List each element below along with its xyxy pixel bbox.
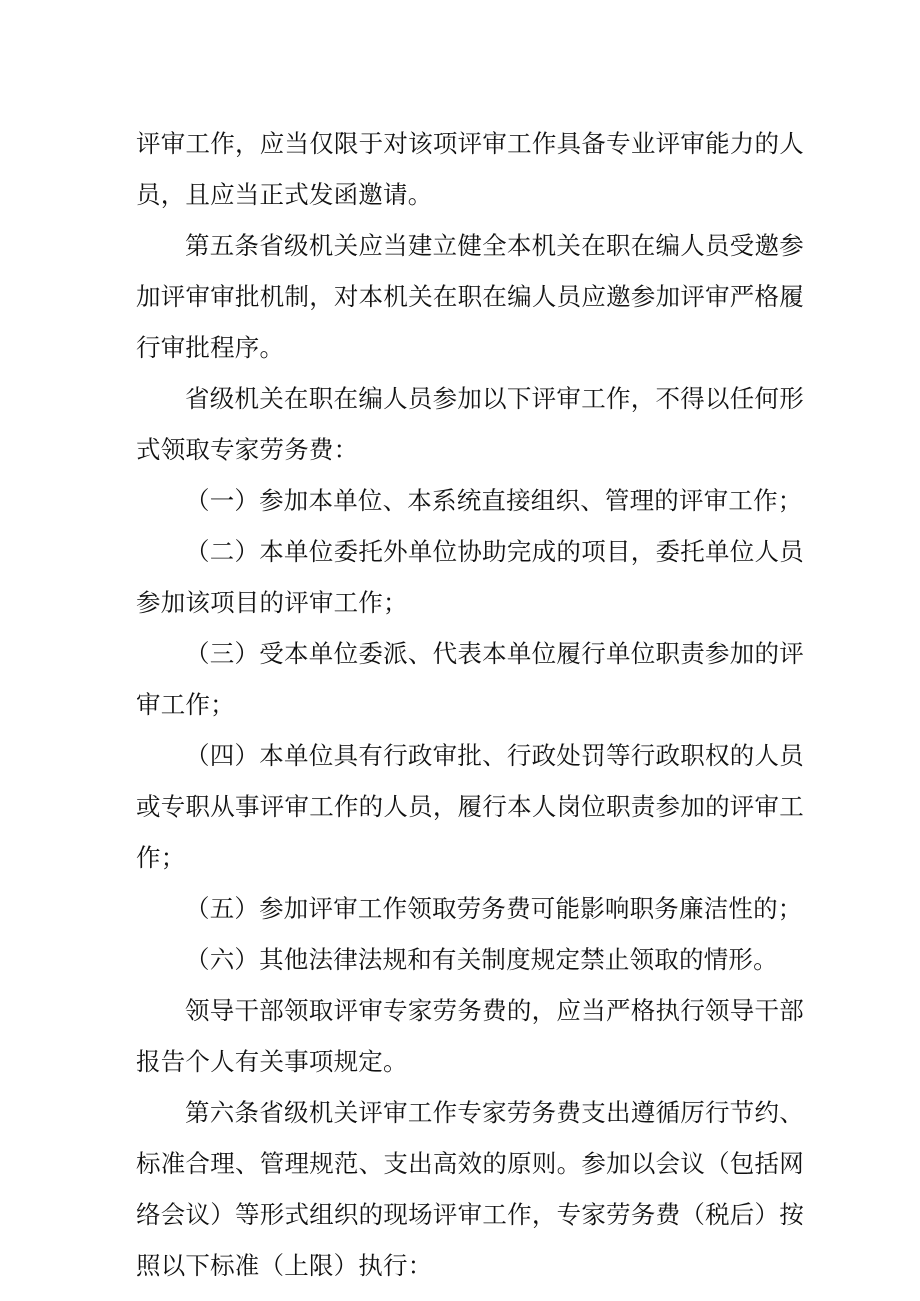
paragraph-continuation: 评审工作，应当仅限于对该项评审工作具备专业评审能力的人员，且应当正式发函邀请。 xyxy=(136,129,804,209)
paragraph-item-4: （四）本单位具有行政审批、行政处罚等行政职权的人员或专职从事评审工作的人员，履行本人岗位职责参加的评审工作； xyxy=(136,741,804,872)
paragraph-article-6: 第六条省级机关评审工作专家劳务费支出遵循厉行节约、标准合理、管理规范、支出高效的原则。参加以会议（包括网络会议）等形式组织的现场评审工作，专家劳务费（税后）按照以下标准（上限）执行： xyxy=(136,1098,804,1280)
paragraph-item-1: （一）参加本单位、本系统直接组织、管理的评审工作； xyxy=(185,486,803,515)
paragraph-item-5: （五）参加评审工作领取劳务费可能影响职务廉洁性的； xyxy=(185,894,803,923)
paragraph-article-5: 第五条省级机关应当建立健全本机关在职在编人员受邀参加评审审批机制，对本机关在职在编人员应邀参加评审严格履行审批程序。 xyxy=(136,231,804,362)
paragraph-leader-report: 领导干部领取评审专家劳务费的，应当严格执行领导干部报告个人有关事项规定。 xyxy=(136,996,804,1076)
paragraph-item-6: （六）其他法律法规和有关制度规定禁止领取的情形。 xyxy=(185,945,778,974)
document-body xyxy=(136,118,804,1291)
paragraph-prohibition-intro: 省级机关在职在编人员参加以下评审工作，不得以任何形式领取专家劳务费： xyxy=(136,384,804,464)
paragraph-item-2: （二）本单位委托外单位协助完成的项目，委托单位人员参加该项目的评审工作； xyxy=(136,537,804,617)
paragraph-item-3: （三）受本单位委派、代表本单位履行单位职责参加的评审工作； xyxy=(136,639,804,719)
